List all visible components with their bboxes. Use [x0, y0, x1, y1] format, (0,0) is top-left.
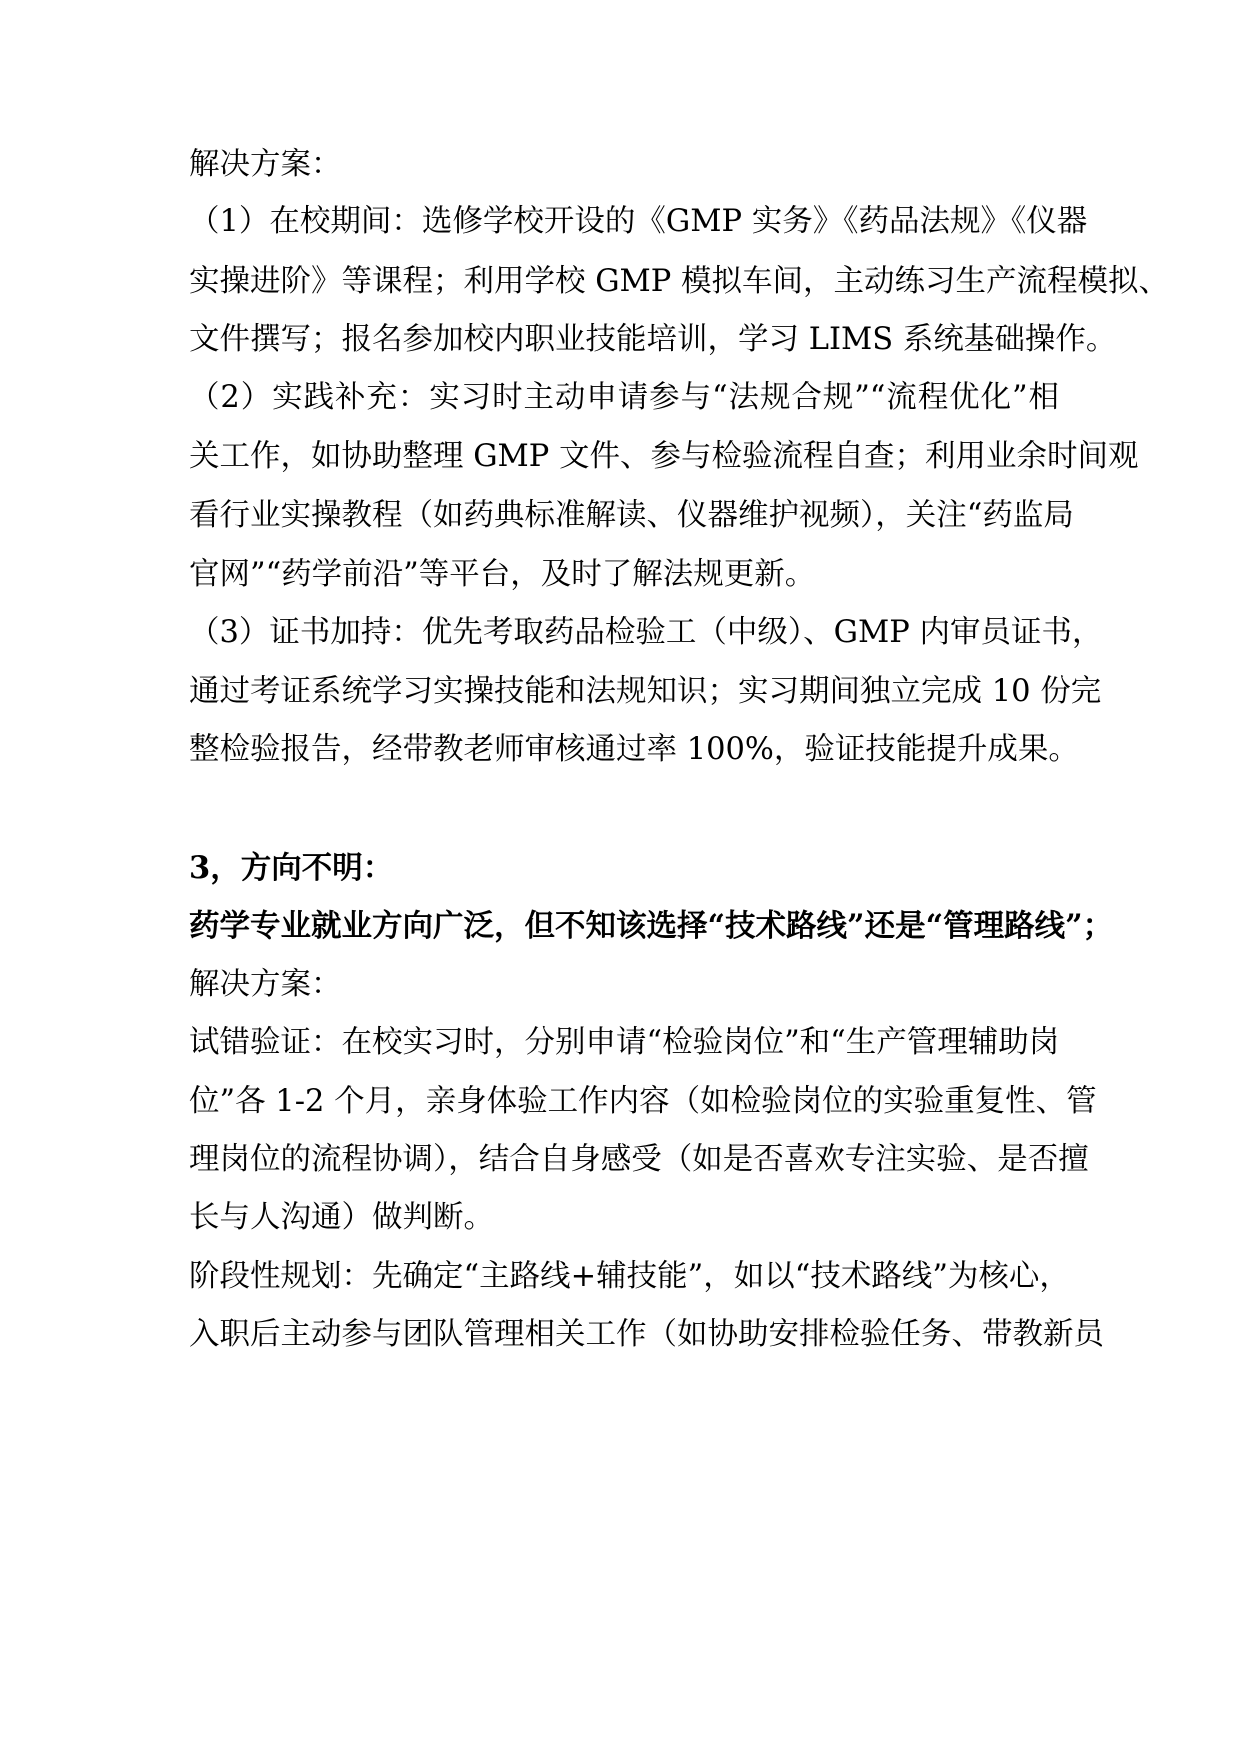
section3-solution-heading: 解决方案： — [189, 967, 342, 1002]
plan-line-1: 阶段性规划：先确定“主路线+辅技能”，如以“技术路线”为核心， — [189, 1259, 1070, 1294]
trial-line-4: 长与人沟通）做判断。 — [189, 1200, 494, 1235]
plan-line-2: 入职后主动参与团队管理相关工作（如协助安排检验任务、带教新员 — [189, 1317, 1104, 1352]
item2-line-1: （2）实践补充：实习时主动申请参与“法规合规”“流程优化”相 — [189, 380, 1059, 415]
solution-heading: 解决方案： — [189, 147, 342, 182]
item1-line-3: 文件撰写；报名参加校内职业技能培训，学习 LIMS 系统基础操作。 — [189, 322, 1117, 357]
item1-line-1: （1）在校期间：选修学校开设的《GMP 实务》《药品法规》《仪器 — [189, 204, 1088, 239]
item2-line-3: 看行业实操教程（如药典标准解读、仪器维护视频），关注“药监局 — [189, 498, 1074, 533]
trial-line-2: 位”各 1-2 个月，亲身体验工作内容（如检验岗位的实验重复性、管 — [189, 1084, 1097, 1119]
item3-line-1: （3）证书加持：优先考取药品检验工（中级）、GMP 内审员证书， — [189, 615, 1103, 650]
trial-line-1: 试错验证：在校实习时，分别申请“检验岗位”和“生产管理辅助岗 — [189, 1025, 1060, 1060]
section3-problem: 药学专业就业方向广泛，但不知该选择“技术路线”还是“管理路线”； — [189, 908, 1114, 944]
item1-line-2: 实操进阶》等课程；利用学校 GMP 模拟车间，主动练习生产流程模拟、 — [189, 264, 1170, 299]
item3-line-2: 通过考证系统学习实操技能和法规知识；实习期间独立完成 10 份完 — [189, 674, 1102, 709]
trial-line-3: 理岗位的流程协调），结合自身感受（如是否喜欢专注实验、是否擅 — [189, 1142, 1089, 1177]
item3-line-3: 整检验报告，经带教老师审核通过率 100%，验证技能提升成果。 — [189, 732, 1079, 767]
item2-line-4: 官网”“药学前沿”等平台，及时了解法规更新。 — [189, 557, 816, 592]
section3-title: 3，方向不明： — [189, 850, 394, 886]
item2-line-2: 关工作，如协助整理 GMP 文件、参与检验流程自查；利用业余时间观 — [189, 439, 1139, 474]
